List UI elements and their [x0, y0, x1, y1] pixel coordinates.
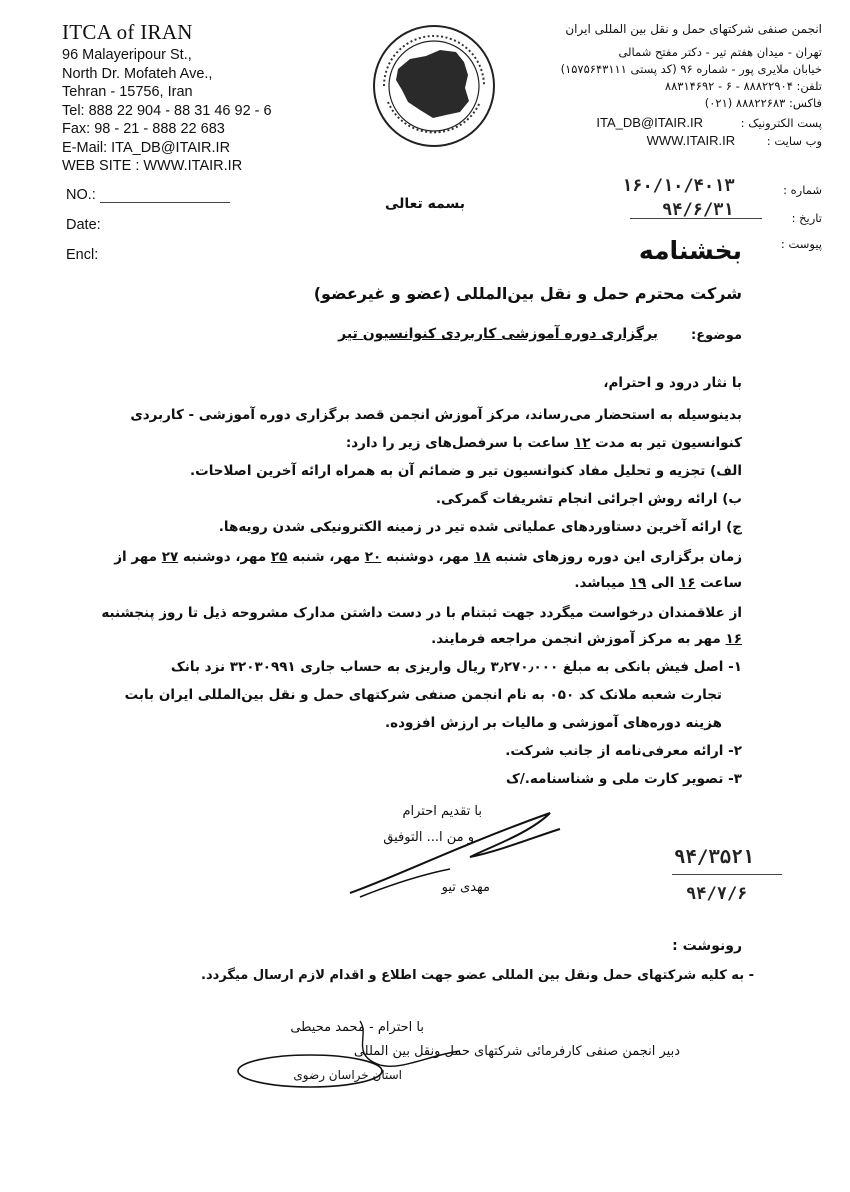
- stamp-scribble: [230, 1015, 470, 1095]
- persian-fax: فاکس: ۸۸۸۲۲۶۸۳ (۰۲۱): [704, 96, 822, 110]
- english-email: E-Mail: ITA_DB@ITAIR.IR: [62, 139, 231, 156]
- letter-date-handwritten: ۹۴/۶/۳۱: [662, 200, 734, 220]
- document-item-continued: هزینه دوره‌های آموزشی و مالیات بر ارزش افزوده.: [384, 715, 722, 731]
- english-address-line: 96 Malayeripour St.,: [62, 47, 192, 63]
- number-line: [100, 202, 230, 203]
- registration-line: از علاقمندان درخواست میگردد جهت ثبتنام با در دست داشتن مدارک مشروحه ذیل تا روز پنجشنبه: [101, 605, 742, 621]
- enclosure-label: Encl:: [66, 247, 99, 263]
- english-address-line: Tehran - 15756, Iran: [62, 84, 193, 100]
- association-logo: [370, 22, 498, 150]
- cc-respect: با احترام - محمد محیطی: [290, 1020, 424, 1035]
- number-label: NO.:: [66, 187, 96, 203]
- document-item: ۳- تصویر کارت ملی و شناسنامه./ک: [506, 771, 742, 787]
- schedule-line: زمان برگزاری این دوره روزهای شنبه ۱۸ مهر، دوشنبه ۲۰ مهر، شنبه ۲۵ مهر، دوشنبه ۲۷ مهر از: [114, 549, 742, 565]
- persian-website-value: WWW.ITAIR.IR: [646, 133, 736, 148]
- english-website: WEB SITE : WWW.ITAIR.IR: [62, 158, 243, 174]
- persian-website-label: وب سایت :: [766, 134, 822, 148]
- persian-number-label: شماره :: [783, 183, 822, 197]
- persian-address-line: خیابان ملایری پور - شماره ۹۶ (کد پستی ۱۵۷۵۶۴۳۱۱۱): [560, 62, 822, 76]
- persian-email-row: [502, 114, 822, 132]
- document-item-continued: تجارت شعبه ملانک کد ۰۵۰ به نام انجمن صنفی شرکتهای حمل و نقل بین‌المللی ایران بابت: [124, 687, 722, 703]
- letter-number-handwritten: ۱۶۰/۱۰/۴۰۱۳: [622, 176, 735, 196]
- english-letterhead: [62, 20, 332, 176]
- topic-item: الف) تجزیه و تحلیل مفاد کنوانسیون تیر و ضمائم آن به همراه ارائه آخرین اصلاحات.: [190, 463, 742, 479]
- persian-enclosure-label: پیوست :: [780, 237, 822, 251]
- cc-signer-title: دبیر انجمن صنفی کارفرمائی شرکتهای حمل ونقل بین المللی: [353, 1044, 680, 1059]
- cc-stamp-text: استان خراسان رضوی: [293, 1068, 402, 1082]
- recipient: شرکت محترم حمل و نقل بین‌المللی (عضو و غیرعضو): [313, 284, 742, 303]
- english-phone: Tel: 888 22 904 - 88 31 46 92 - 6: [62, 102, 272, 119]
- schedule-hours-line: ساعت ۱۶ الی ۱۹ میباشد.: [574, 575, 742, 591]
- persian-website-row: [502, 132, 822, 150]
- signer-name: مهدی تیو: [441, 880, 490, 895]
- persian-email-value: ITA_DB@ITAIR.IR: [596, 115, 704, 130]
- document-item: ۱- اصل فیش بانکی به مبلغ ۳٫۲۷۰٫۰۰۰ ریال واریزی به حساب جاری ۳۲۰۳۰۹۹۱ نزد بانک: [170, 659, 742, 675]
- english-fax: Fax: 98 - 21 - 888 22 683: [62, 121, 225, 137]
- subject-label: موضوع:: [691, 328, 742, 343]
- signature: [340, 805, 570, 905]
- body-paragraph-line: کنوانسیون تیر به مدت ۱۲ ساعت با سرفصل‌های زیر را دارد:: [345, 435, 742, 451]
- body-paragraph-line: بدینوسیله به استحضار می‌رساند، مرکز آموزش انجمن قصد برگزاری دوره آموزشی - کاربردی: [130, 407, 742, 423]
- persian-letterhead: [502, 20, 822, 150]
- bismillah: بسمه تعالی: [384, 196, 466, 212]
- incoming-line: [672, 874, 782, 875]
- english-address-line: North Dr. Mofateh Ave.,: [62, 65, 213, 82]
- closing-respect: با تقدیم احترام: [402, 804, 482, 819]
- persian-date-label: تاریخ :: [791, 211, 822, 225]
- date-line: [630, 218, 762, 219]
- incoming-number-handwritten: ۹۴/۳۵۲۱: [674, 846, 755, 868]
- closing-tawfiq: و من ا... التوفیق: [383, 830, 474, 845]
- incoming-date-handwritten: ۹۴/۷/۶: [686, 884, 748, 904]
- persian-org-name: انجمن صنفی شرکتهای حمل و نقل بین المللی ایران: [565, 22, 822, 36]
- subject: برگزاری دوره آموزشی کاربردی کنوانسیون تیر: [338, 326, 658, 342]
- circular-title: بخشنامه: [638, 236, 742, 265]
- cc-line: - به کلیه شرکتهای حمل ونقل بین المللی عضو جهت اطلاع و اقدام لازم ارسال میگردد.: [201, 968, 754, 983]
- cc-label: رونوشت :: [672, 938, 742, 954]
- date-label: Date:: [66, 217, 101, 233]
- english-org-name: ITCA of IRAN: [62, 20, 193, 44]
- persian-address-line: تهران - میدان هفتم تیر - دکتر مفتح شمالی: [618, 45, 822, 59]
- course-hours: ۱۲: [574, 435, 591, 451]
- greeting: با نثار درود و احترام،: [603, 375, 742, 391]
- topic-item: ب) ارائه روش اجرائی انجام تشریفات گمرکی.: [435, 491, 742, 507]
- registration-deadline-line: ۱۶ مهر به مرکز آموزش انجمن مراجعه فرمایند.: [431, 631, 742, 647]
- persian-phone: تلفن: ۸۸۸۲۲۹۰۴ - ۶ - ۸۸۳۱۴۶۹۲: [664, 79, 822, 93]
- persian-email-label: پست الکترونیک :: [740, 116, 822, 130]
- topic-item: ج) ارائه آخرین دستاوردهای عملیاتی شده تیر در زمینه الکترونیکی شدن رویه‌ها.: [218, 519, 742, 535]
- document-item: ۲- ارائه معرفی‌نامه از جانب شرکت.: [505, 743, 742, 759]
